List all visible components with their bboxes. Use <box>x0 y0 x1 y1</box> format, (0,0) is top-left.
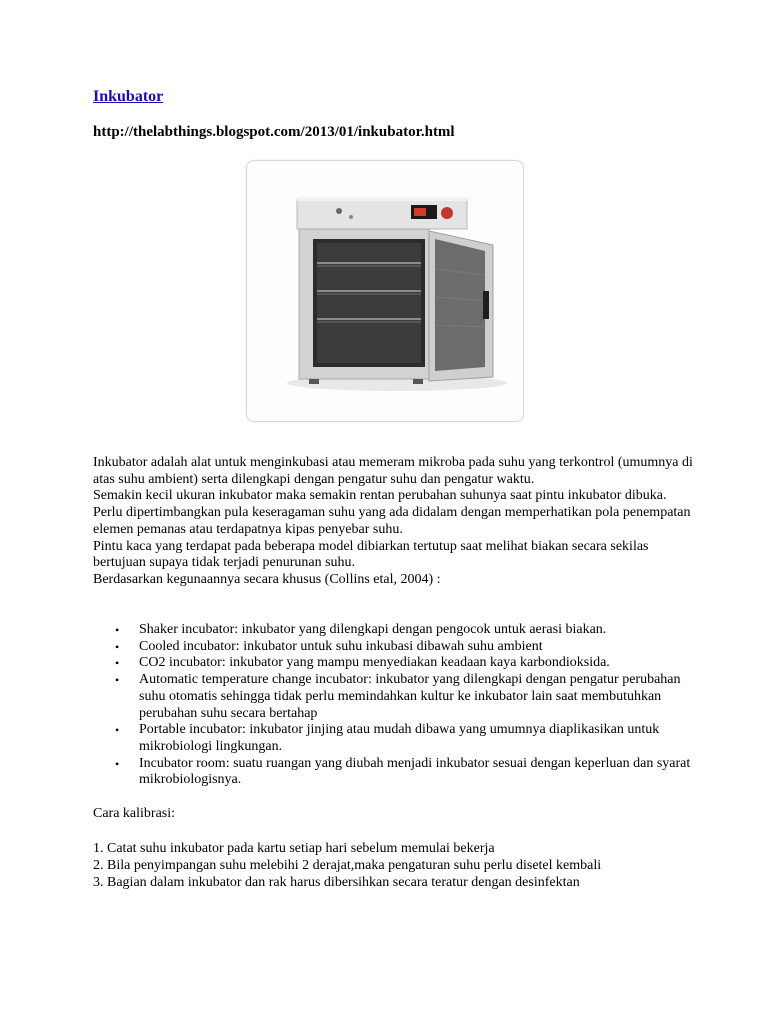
paragraph: Perlu dipertimbangkan pula keseragaman suhu yang ada didalam dengan memperhatikan pola penempatan elemen pemanas atau terdapatnya kipas penyebar suhu. <box>93 505 691 537</box>
list-item <box>93 722 693 755</box>
list-item <box>93 639 693 656</box>
paragraph: Semakin kecil ukuran inkubator maka semakin rentan perubahan suhunya saat pintu inkubator dibuka. <box>93 488 667 504</box>
paragraph: Inkubator adalah alat untuk menginkubasi atau memeram mikroba pada suhu yang terkontrol (umumnya di atas suhu ambient) serta dilengkapi dengan pengatur suhu dan pengatur waktu. <box>93 455 693 487</box>
step-item: 2. Bila penyimpangan suhu melebihi 2 derajat,maka pengaturan suhu perlu disetel kembali <box>93 858 602 873</box>
incubator-illustration <box>247 161 523 421</box>
list-item-text: Shaker incubator: inkubator yang dilengkapi dengan pengocok untuk aerasi biakan. <box>139 622 607 637</box>
list-item <box>93 672 693 722</box>
paragraph: Pintu kaca yang terdapat pada beberapa model dibiarkan tertutup saat melihat biakan secara sekilas bertujuan supaya tidak terjadi penurunan suhu. <box>93 538 649 571</box>
bullet-icon: • <box>115 656 120 671</box>
step-item: 3. Bagian dalam inkubator dan rak harus dibersihkan secara teratur dengan desinfektan <box>93 875 580 890</box>
bullet-icon: • <box>115 756 120 771</box>
list-item-text: CO2 incubator: inkubator yang mampu menyediakan keadaan kaya karbondioksida. <box>139 655 610 671</box>
list-item <box>93 622 693 639</box>
bullet-icon: • <box>115 673 120 688</box>
list-item <box>93 655 693 672</box>
bullet-icon: • <box>115 639 120 654</box>
paragraph: Berdasarkan kegunaannya secara khusus (Collins etal, 2004) : <box>93 571 441 587</box>
calibration-steps <box>93 840 713 891</box>
bullet-icon: • <box>115 723 120 738</box>
list-item-text: Incubator room: suatu ruangan yang diubah menjadi inkubator sesuai dengan keperluan dan syarat mikrobiologisnya. <box>139 755 691 788</box>
list-item <box>93 756 693 789</box>
list-item-text: Automatic temperature change incubator: inkubator yang dilengkapi dengan pengatur perubahan suhu otomatis sehingga tidak perlu memindahkan kultur ke inkubator lain saat membutuhkan perubahan suhu secara bertahap <box>139 672 681 721</box>
title-link[interactable]: Inkubator <box>93 88 164 105</box>
incubator-types-list <box>93 622 693 789</box>
list-item-text: Portable incubator: inkubator jinjing atau mudah dibawa yang umumnya diaplikasikan untuk mikrobiologi lingkungan. <box>139 722 660 754</box>
calibration-heading: Cara kalibrasi: <box>93 806 176 821</box>
step-item: 1. Catat suhu inkubator pada kartu setiap hari sebelum memulai bekerja <box>93 841 495 856</box>
incubator-figure <box>246 160 524 422</box>
list-item-text: Cooled incubator: inkubator untuk suhu inkubasi dibawah suhu ambient <box>139 638 543 654</box>
bullet-icon: • <box>115 623 120 637</box>
source-url: http://thelabthings.blogspot.com/2013/01/inkubator.html <box>93 124 455 140</box>
intro-paragraphs <box>93 455 693 589</box>
